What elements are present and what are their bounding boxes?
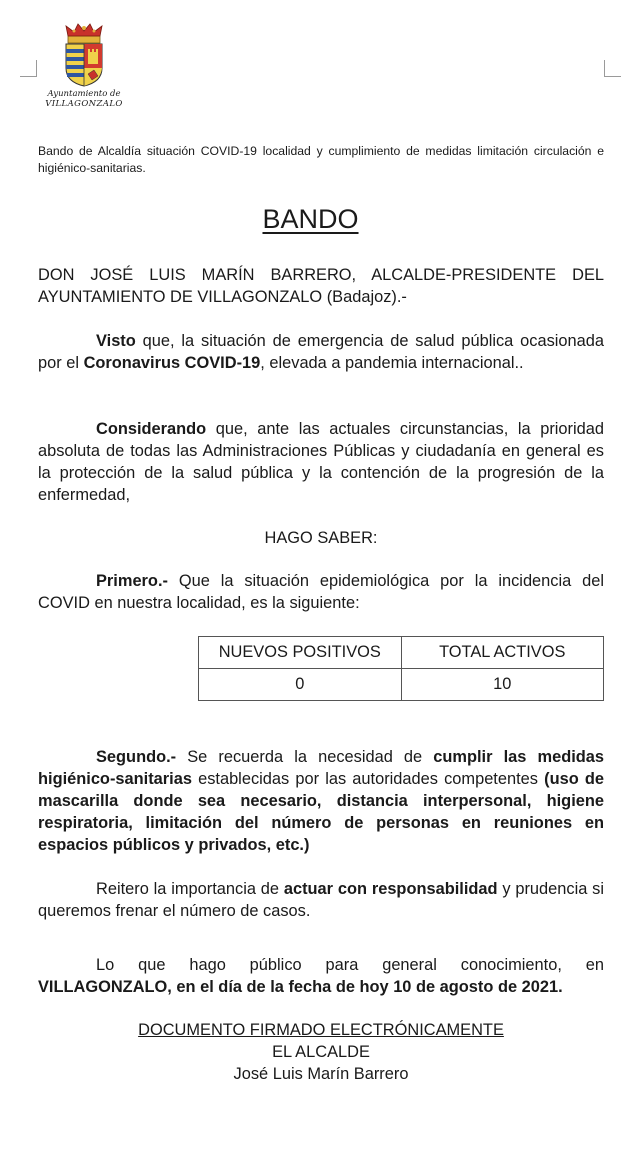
- paragraph-lo-que: [38, 954, 604, 998]
- signature-line-name: José Luis Marín Barrero: [233, 1065, 409, 1083]
- logo-text-line2: VILLAGONZALO: [45, 99, 123, 109]
- table-cell-total-activos: 10: [401, 669, 604, 701]
- lo-que-bold: VILLAGONZALO, en el día de la fecha de hoy 10 de agosto de 2021.: [38, 978, 563, 996]
- table-header-cell: TOTAL ACTIVOS: [401, 637, 604, 669]
- paragraph-reitero: [38, 878, 604, 922]
- title-text: BANDO: [262, 204, 359, 234]
- hago-saber-heading: HAGO SABER:: [264, 529, 378, 547]
- signature-line-firmado: DOCUMENTO FIRMADO ELECTRÓNICAMENTE: [138, 1021, 504, 1039]
- considerando-text: que, ante las actuales circunstancias, la prioridad absoluta de todas las Administraciones Públicas y ciudadanía en general es la protección de la salud pública y la contención de la progresión de la enfermedad,: [38, 420, 604, 504]
- segundo-text-1: Se recuerda la necesidad de: [176, 748, 434, 766]
- table-header-cell: NUEVOS POSITIVOS: [199, 637, 402, 669]
- signature-block: [38, 1019, 604, 1085]
- table-cell-nuevos-positivos: 0: [199, 669, 402, 701]
- considerando-lead: Considerando: [96, 420, 207, 438]
- page-corner-mark-right: [604, 60, 621, 77]
- signature-line-alcalde: EL ALCALDE: [272, 1043, 370, 1061]
- table-header-row: [199, 637, 604, 669]
- logo-text-line1: Ayuntamiento de: [47, 89, 121, 99]
- paragraph-visto: [38, 330, 604, 374]
- paragraph-considerando: [38, 418, 604, 506]
- municipal-coat-of-arms: [40, 22, 128, 109]
- paragraph-primero: [38, 570, 604, 614]
- document-subject: Bando de Alcaldía situación COVID-19 localidad y cumplimiento de medidas limitación circulación e higiénico-sanitarias.: [38, 144, 604, 175]
- table-row: [199, 669, 604, 701]
- coat-of-arms-icon: [62, 22, 106, 88]
- visto-lead: Visto: [96, 332, 136, 350]
- covid-stats-table: [198, 636, 604, 701]
- primero-lead: Primero.-: [96, 572, 168, 590]
- mayor-header: DON JOSÉ LUIS MARÍN BARRERO, ALCALDE-PRESIDENTE DEL AYUNTAMIENTO DE VILLAGONZALO (Badajoz).-: [38, 266, 604, 306]
- visto-bold: Coronavirus COVID-19: [83, 354, 261, 372]
- reitero-text-1: Reitero la importancia de: [96, 880, 284, 898]
- visto-text-2: , elevada a pandemia internacional..: [260, 354, 524, 372]
- reitero-bold: actuar con responsabilidad: [283, 880, 498, 898]
- lo-que-text: Lo que hago público para general conocimiento, en: [96, 956, 604, 974]
- segundo-lead: Segundo.-: [96, 748, 177, 766]
- page-corner-mark-left: [20, 60, 37, 77]
- segundo-bold-1: cumplir las medidas higiénico-sanitarias: [38, 748, 604, 788]
- paragraph-segundo: [38, 746, 604, 856]
- segundo-bold-2: (uso de mascarilla donde sea necesario, distancia interpersonal, higiene respiratoria, limitación del número de personas en reuniones en espacios públicos y privados, etc.): [38, 770, 605, 854]
- document-title: [0, 201, 621, 237]
- reitero-text-2: y prudencia si queremos frenar el número de casos.: [38, 880, 605, 920]
- primero-text: Que la situación epidemiológica por la incidencia del COVID en nuestra localidad, es la siguiente:: [38, 572, 604, 612]
- segundo-text-2: establecidas por las autoridades competentes: [191, 770, 545, 788]
- visto-text-1: que, la situación de emergencia de salud pública ocasionada por el: [38, 332, 604, 372]
